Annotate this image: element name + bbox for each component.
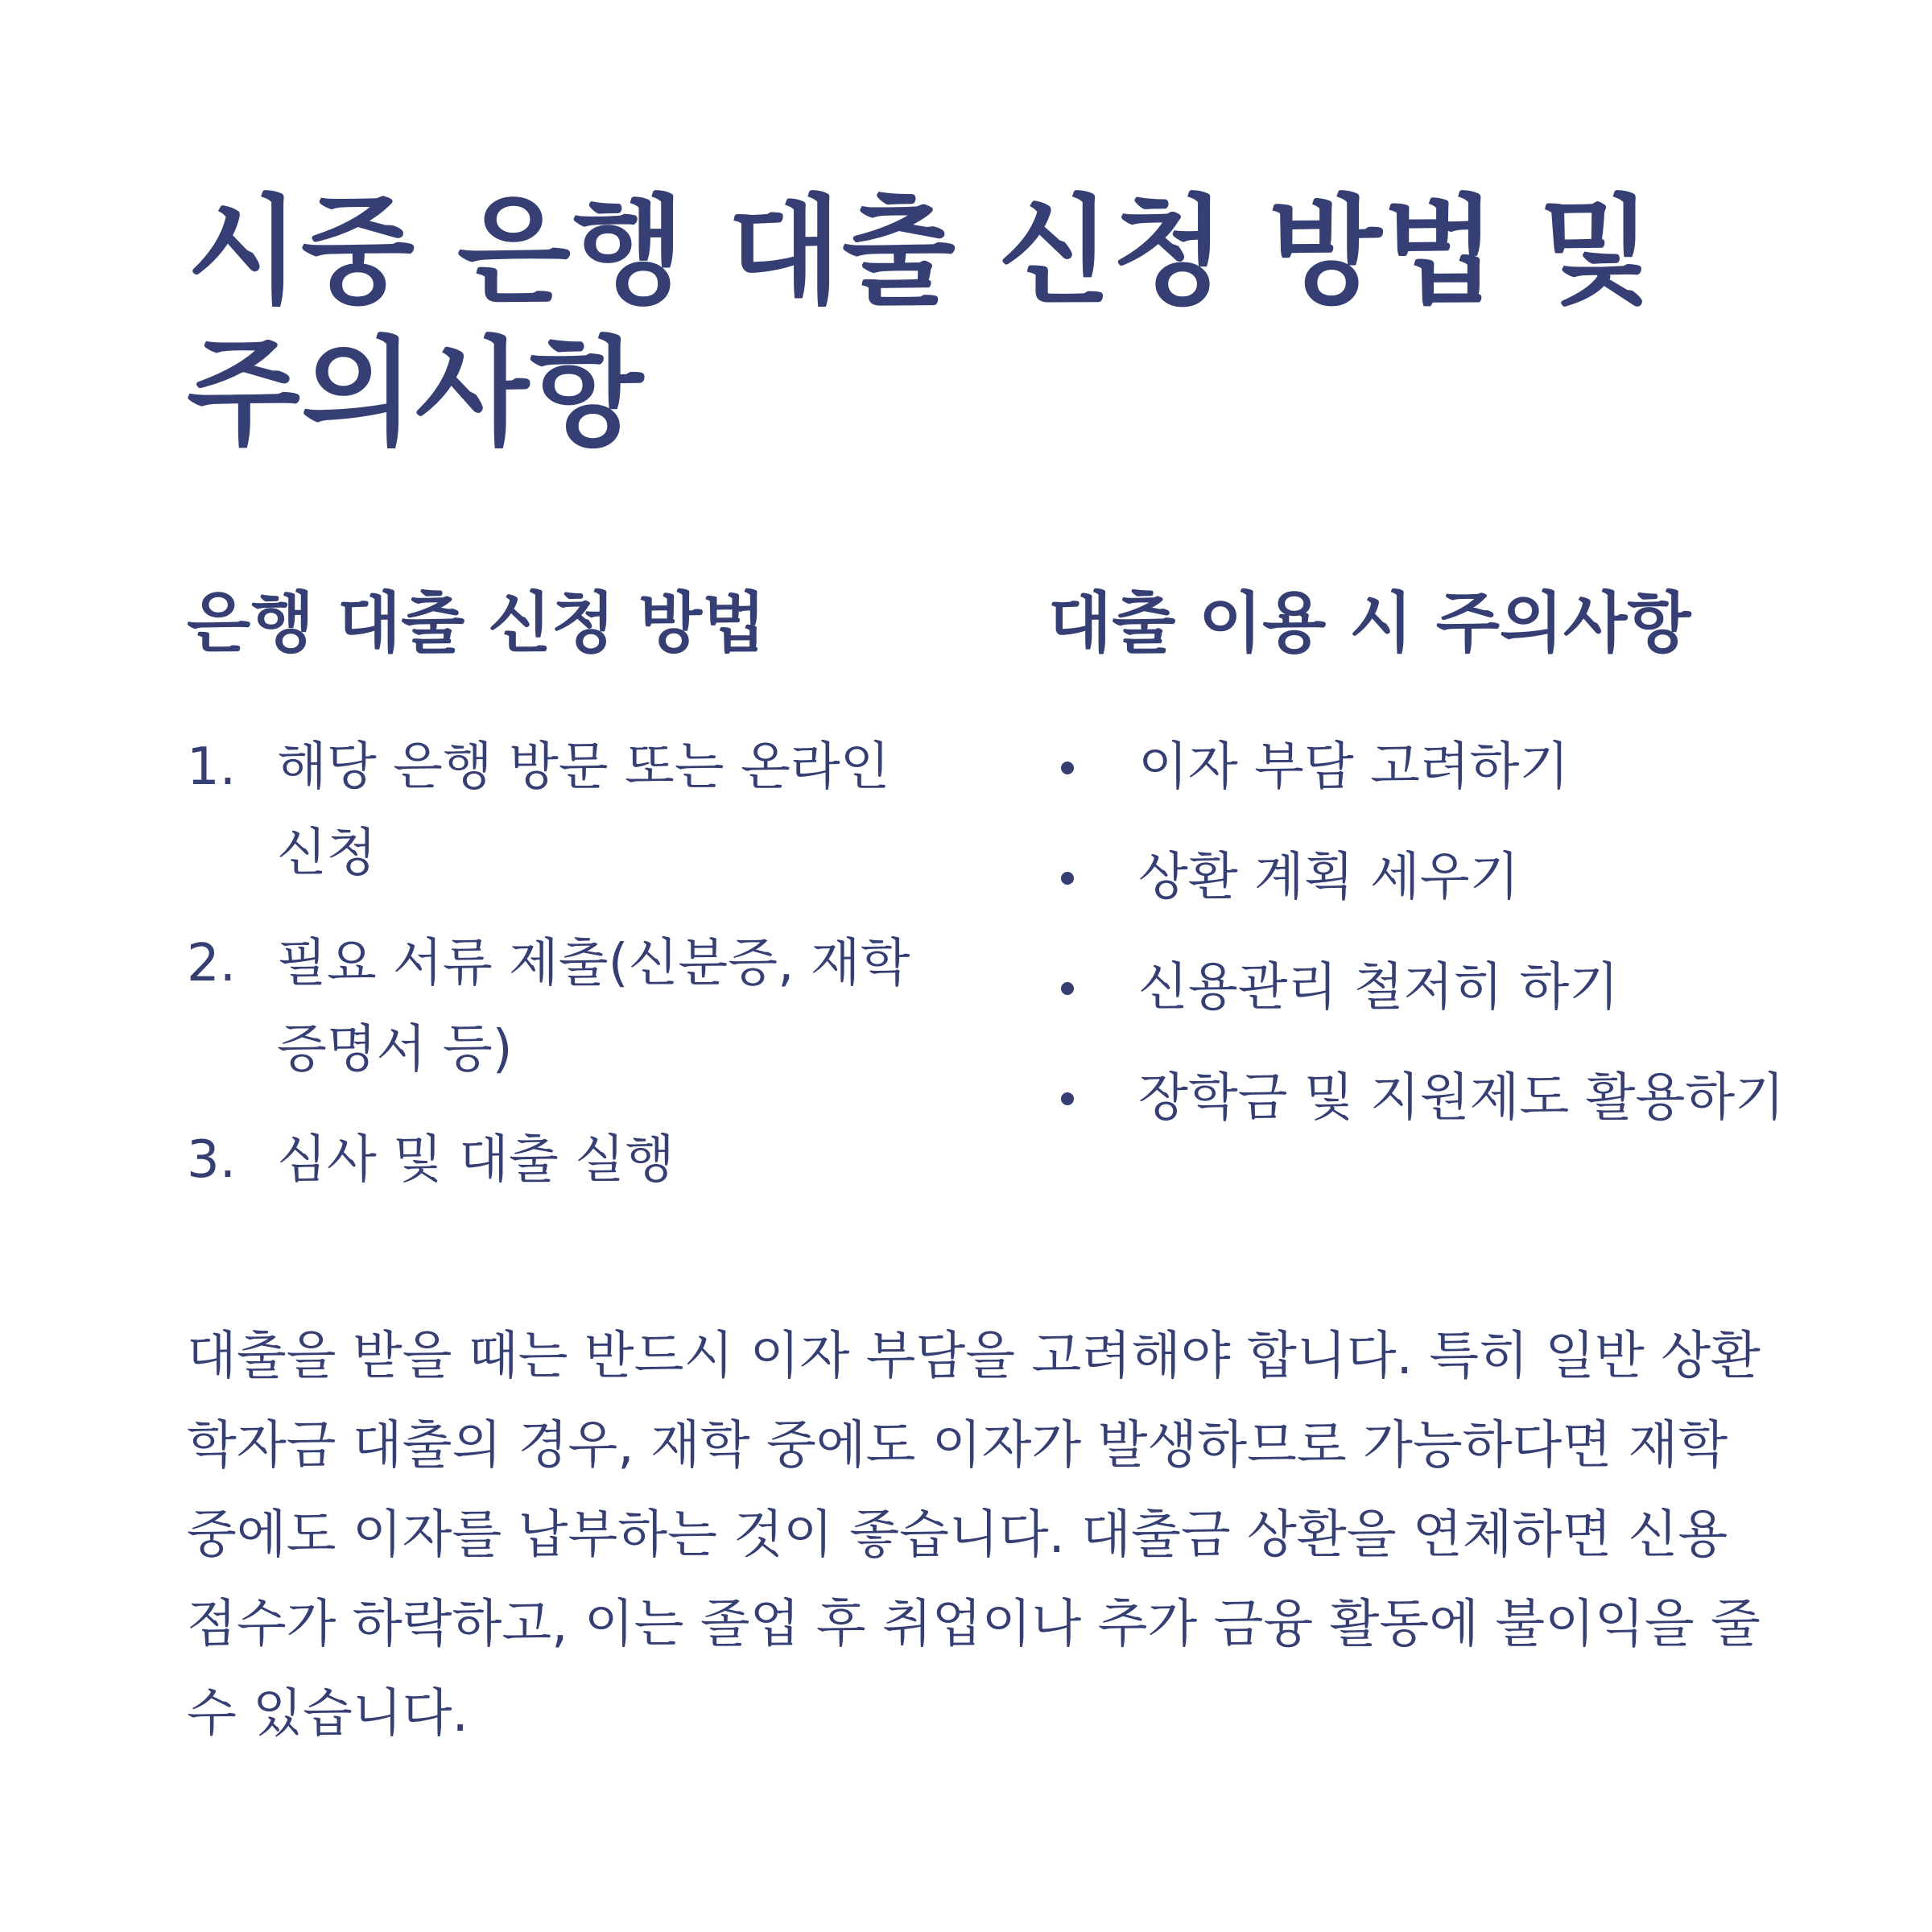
page-title: 시중 은행 대출 신청 방법 및 주의사항 (187, 184, 1653, 462)
note-text: 상환 계획 세우기 (1138, 848, 1520, 907)
note-text: 신용관리 철저히 하기 (1138, 958, 1620, 1018)
step-text: 해당 은행 방문 또는 온라인 신청 (277, 737, 890, 883)
step-text: 심사 및 대출 실행 (277, 1130, 675, 1190)
precautions-list (1048, 724, 1789, 1141)
list-item (187, 724, 935, 897)
list-item (1048, 945, 1789, 1031)
note-text: 이자 부담 고려하기 (1138, 737, 1570, 797)
list-item (187, 921, 935, 1093)
bullet-icon (1061, 1092, 1074, 1105)
list-item (187, 1117, 935, 1203)
step-text: 필요 서류 제출(신분증, 재학증명서 등) (277, 934, 910, 1080)
precautions-section (1048, 576, 1789, 1166)
application-method-section (187, 576, 935, 1228)
list-item (1048, 835, 1789, 921)
note-text: 장학금 및 지원제도 활용하기 (1138, 1068, 1785, 1128)
precautions-heading: 대출 이용 시 주의사항 (1048, 585, 1691, 662)
list-item (1048, 1055, 1789, 1141)
step-number: 2. (187, 934, 237, 993)
application-method-heading: 은행 대출 신청 방법 (187, 585, 766, 662)
application-steps-list (187, 724, 935, 1203)
step-number: 3. (187, 1130, 237, 1190)
step-number: 1. (187, 737, 237, 797)
bullet-icon (1061, 762, 1074, 774)
summary-paragraph: 대출을 받을 때는 반드시 이자 부담을 고려해야 합니다. 특히 일반 상환 학자금 대출의 경우, 재학 중에도 이자가 발생하므로 가능하다면 재학 중에도 이자를 납부하는 것이 좋습니다. 대출금 상환을 연체하면 신용점수가 하락하고, 이는 졸업 후 취업이나 추가 금융 활동에 불이익을 줄 수 있습니다. (187, 1327, 1761, 1744)
bullet-icon (1061, 872, 1074, 885)
bullet-icon (1061, 982, 1074, 995)
list-item (1048, 724, 1789, 811)
